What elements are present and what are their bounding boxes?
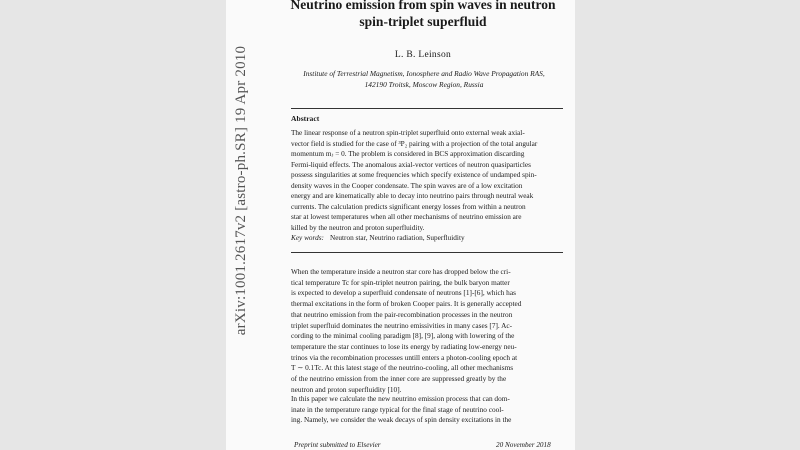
abstract-heading: Abstract: [291, 114, 320, 123]
keywords-label: Key words:: [291, 234, 324, 242]
title-line-2: spin-triplet superfluid: [359, 14, 487, 29]
affiliation-line-1: Institute of Terrestrial Magnetism, Ionosphere and Radio Wave Propagation RAS,: [303, 69, 545, 78]
affiliation-line-2: 142190 Troitsk, Moscow Region, Russia: [364, 79, 484, 89]
body-line: triplet superfluid dominates the neutrino emissivities in many cases [7]. Ac-: [291, 320, 513, 330]
abstract-line: killed by the neutron and proton superfluidity.: [291, 223, 425, 232]
body-line: thermal excitations in the form of broken Cooper pairs. It is generally accepted: [291, 299, 522, 309]
body-line: When the temperature inside a neutron star core has dropped below the cri-: [291, 267, 511, 276]
body-line: is expected to develop a superfluid condensate of neutrons [1]-[6], which has: [291, 288, 516, 298]
abstract-line: Fermi-liquid effects. The anomalous axial-vector vertices of neutron quasiparticles: [291, 160, 531, 169]
abstract-line: energy and are kinematically able to decay into neutrino pairs through neutral weak: [291, 192, 534, 200]
footer-preprint: Preprint submitted to Elsevier: [294, 441, 381, 449]
abstract-line: currents. The calculation predicts significant energy losses from within a neutron: [291, 202, 526, 211]
body-line: that neutrino emission from the pair-recombination processes in the neutron: [291, 309, 513, 319]
abstract-line: The linear response of a neutron spin-triplet superfluid onto external weak axial-: [291, 129, 525, 137]
abstract-bottom-rule: [291, 252, 563, 253]
body-line: inate in the temperature range typical for the final stage of neutrino cool-: [291, 404, 504, 414]
author-name: L. B. Leinson: [394, 50, 452, 60]
abstract-line: density waves in the Cooper condensate. The spin waves are of a low excitation: [291, 181, 523, 190]
intro-paragraph-2: [291, 394, 563, 426]
abstract-line: star at lowest temperatures when all other mechanisms of neutrino emission are: [291, 213, 522, 221]
body-line: temperature the star continues to lose its energy by radiating low-energy neu-: [291, 341, 517, 351]
paper-title: [278, 0, 568, 30]
footer-date: 20 November 2018: [496, 441, 551, 449]
arxiv-stamp: [230, 45, 254, 335]
abstract-body: [291, 128, 563, 233]
body-line: trinos via the recombination processes untill enters a photon-cooling epoch at: [291, 352, 518, 362]
intro-paragraph-1: [291, 267, 563, 395]
abstract-line: momentum mⱼ = 0. The problem is considered in BCS approximation discarding: [291, 150, 525, 158]
body-line: ing. Namely, we consider the weak decays of spin density excitations in the: [291, 415, 512, 425]
title-line-1: Neutrino emission from spin waves in neutron: [290, 0, 556, 12]
abstract-line: possess singularities at some frequencies which specify existence of undamped spin-: [291, 171, 537, 179]
abstract-top-rule: [291, 108, 563, 109]
body-line: cording to the minimal cooling paradigm [8], [9], along with lowering of the: [291, 331, 515, 341]
body-line: In this paper we calculate the new neutrino emission process that can dom-: [291, 394, 510, 403]
arxiv-id: arXiv:1001.2617v2 [astro-ph.SR] 19 Apr 2010: [233, 45, 250, 335]
body-line: of the neutrino emission from the inner core are suppressed greatly by the: [291, 374, 507, 384]
body-line: tical temperature Tc for spin-triplet neutron pairing, the bulk baryon matter: [291, 277, 510, 287]
body-line: T ∼ 0.1Tc. At this latest stage of the neutrino-cooling, all other mechanisms: [291, 363, 514, 373]
keywords: [291, 234, 465, 242]
affiliation: [286, 69, 562, 90]
keywords-list: Neutron star, Neutrino radiation, Superfluidity: [329, 234, 465, 242]
abstract-line: vector field is studied for the case of ³P₂ pairing with a projection of the total angular: [291, 139, 538, 148]
body-line: neutron and proton superfluidity [10].: [291, 384, 402, 394]
